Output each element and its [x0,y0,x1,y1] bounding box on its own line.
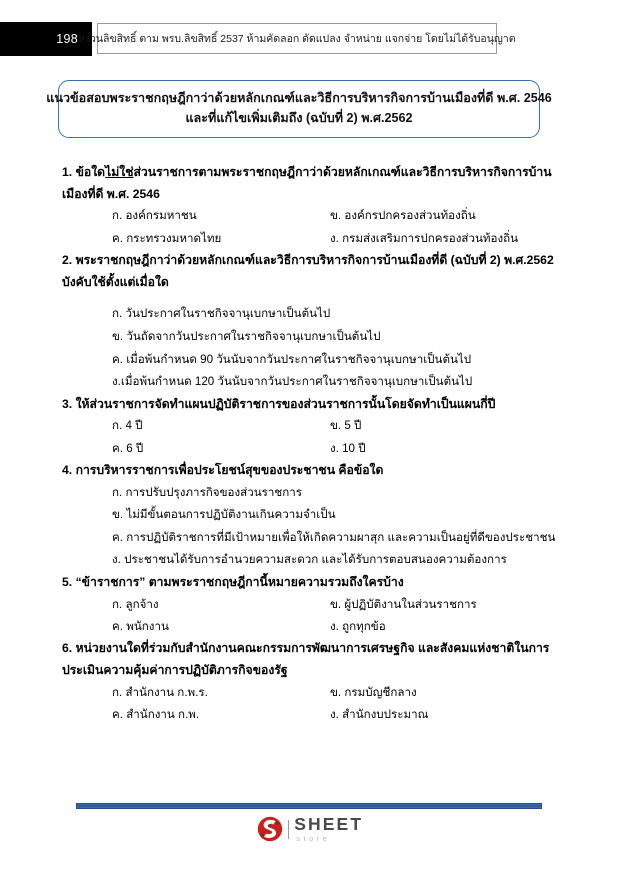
option-item[interactable]: ค. พนักงาน [112,620,169,634]
question-2-stem-text: พระราชกฤษฎีกาว่าด้วยหลักเกณฑ์และวิธีการบริหารกิจการบ้านเมืองที่ดี (ฉบับที่ 2) พ.ศ.2562 บังคับใช้ตั้งแต่เมื่อใด [62,252,554,289]
question-2 [0,250,620,394]
question-6 [0,638,620,726]
copyright-box [78,23,516,54]
option-item[interactable]: ก. ลูกจ้าง [112,597,159,611]
question-3-stem [0,394,620,416]
option-item[interactable]: ง. ถูกทุกข้อ [330,620,386,634]
logo-sub-text: store [296,833,331,843]
exam-title-box [46,80,552,138]
option-item[interactable]: ข. กรมบัญชีกลาง [330,685,417,699]
question-4-options [0,482,620,572]
option-item[interactable]: ก. 4 ปี [112,419,143,433]
question-5-options [0,594,620,639]
sheet-store-logo-icon [257,816,283,842]
option-item[interactable]: ก. องค์กรมหาชน [112,209,197,223]
option-item[interactable]: ข. ไม่มีขั้นตอนการปฏิบัติงานเกินความจำเป็น [112,508,336,522]
option-item[interactable]: ค. 6 ปี [112,441,144,455]
option-item[interactable]: ค. เมื่อพ้นกำหนด 90 วันนับจากวันประกาศในราชกิจจานุเบกษาเป็นต้นไป [112,352,472,366]
question-6-number: 6. [62,641,73,656]
option-item[interactable]: ก. สำนักงาน ก.พ.ร. [112,685,208,699]
option-item[interactable]: ข. 5 ปี [330,419,362,433]
question-1-number: 1. [62,165,73,179]
logo-brand-text: SHEET [294,814,364,834]
option-item[interactable]: ค. สำนักงาน ก.พ. [112,707,200,721]
question-2-number: 2. [62,252,73,267]
page-number: 198 [56,32,78,46]
option-item[interactable]: ก. การปรับปรุงภารกิจของส่วนราชการ [112,485,303,499]
option-item[interactable]: ข. ผู้ปฏิบัติงานในส่วนราชการ [330,597,477,611]
question-5 [0,572,620,638]
question-6-stem-text: หน่วยงานใดที่ร่วมกับสำนักงานคณะกรรมการพัฒนาการเศรษฐกิจ และสังคมแห่งชาติในการประเมินความคุ้มค่าการปฏิบัติภารกิจของรัฐ [62,641,550,677]
question-3 [0,394,620,460]
logo-separator [288,820,289,839]
question-4-stem-text: การบริหารราชการเพื่อประโยชน์สุขของประชาชน คือข้อใด [75,462,384,477]
question-1-options [0,205,620,250]
copyright-notice: สงวนลิขสิทธิ์ ตาม พรบ.ลิขสิทธิ์ 2537 ห้ามคัดลอก ดัดแปลง จำหน่าย แจกจ่าย โดยไม่ได้รับอนุญาต [78,33,516,45]
question-4 [0,460,620,572]
question-3-options [0,415,620,460]
question-3-stem-text: ให้ส่วนราชการจัดทำแผนปฏิบัติราชการของส่วนราชการนั้นโดยจัดทำเป็นแผนกี่ปี [75,396,496,411]
question-5-number: 5. [62,575,73,590]
question-6-options [0,682,620,727]
option-item[interactable]: ข. วันถัดจากวันประกาศในราชกิจจานุเบกษาเป็นต้นไป [112,329,381,343]
option-item[interactable]: ค. การปฏิบัติราชการที่มีเป้าหมายเพื่อให้เกิดความผาสุก และความเป็นอยู่ที่ดีของประชาชน [112,530,556,544]
footer-divider [76,803,542,809]
option-item[interactable]: ข. องค์กรปกครองส่วนท้องถิ่น [330,209,476,223]
question-1-stem [0,162,620,205]
page-header [0,22,620,56]
question-list [0,162,620,726]
option-item[interactable]: ค. กระทรวงมหาดไทย [112,231,222,245]
question-6-stem [0,638,620,681]
option-item[interactable]: ก. วันประกาศในราชกิจจานุเบกษาเป็นต้นไป [112,307,331,321]
question-4-number: 4. [62,462,73,477]
option-item[interactable]: ง. ประชาชนได้รับการอำนวยความสะดวก และได้รับการตอบสนองความต้องการ [112,553,507,567]
question-1-stem-part1: ข้อใด [75,165,106,179]
logo-wordmark [294,816,363,842]
footer-logo [0,816,620,842]
exam-title-line-2: และที่แก้ไขเพิ่มเติมถึง (ฉบับที่ 2) พ.ศ.2562 [185,111,413,125]
question-5-stem [0,572,620,594]
question-3-number: 3. [62,396,73,411]
question-1 [0,162,620,250]
question-1-stem-part2: ส่วนราชการตามพระราชกฤษฎีกาว่าด้วยหลักเกณฑ์และวิธีการบริหารกิจการบ้านเมืองที่ดี พ.ศ. 2546 [62,165,552,201]
question-5-stem-text: “ข้าราชการ” ตามพระราชกฤษฎีกานี้หมายความรวมถึงใครบ้าง [75,575,404,590]
option-item[interactable]: ง. กรมส่งเสริมการปกครองส่วนท้องถิ่น [330,231,519,245]
exam-title-line-1: แนวข้อสอบพระราชกฤษฎีกาว่าด้วยหลักเกณฑ์และวิธีการบริหารกิจการบ้านเมืองที่ดี พ.ศ. 2546 [46,91,552,106]
question-1-stem-underlined: ไม่ใช่ [105,165,134,179]
question-2-options [0,303,620,393]
question-4-stem [0,460,620,482]
option-item[interactable]: ง.เมื่อพ้นกำหนด 120 วันนับจากวันประกาศในราชกิจจานุเบกษาเป็นต้นไป [112,375,473,389]
option-item[interactable]: ง. สำนักงบประมาณ [330,707,429,721]
option-item[interactable]: ง. 10 ปี [330,441,366,455]
question-2-stem [0,250,620,293]
